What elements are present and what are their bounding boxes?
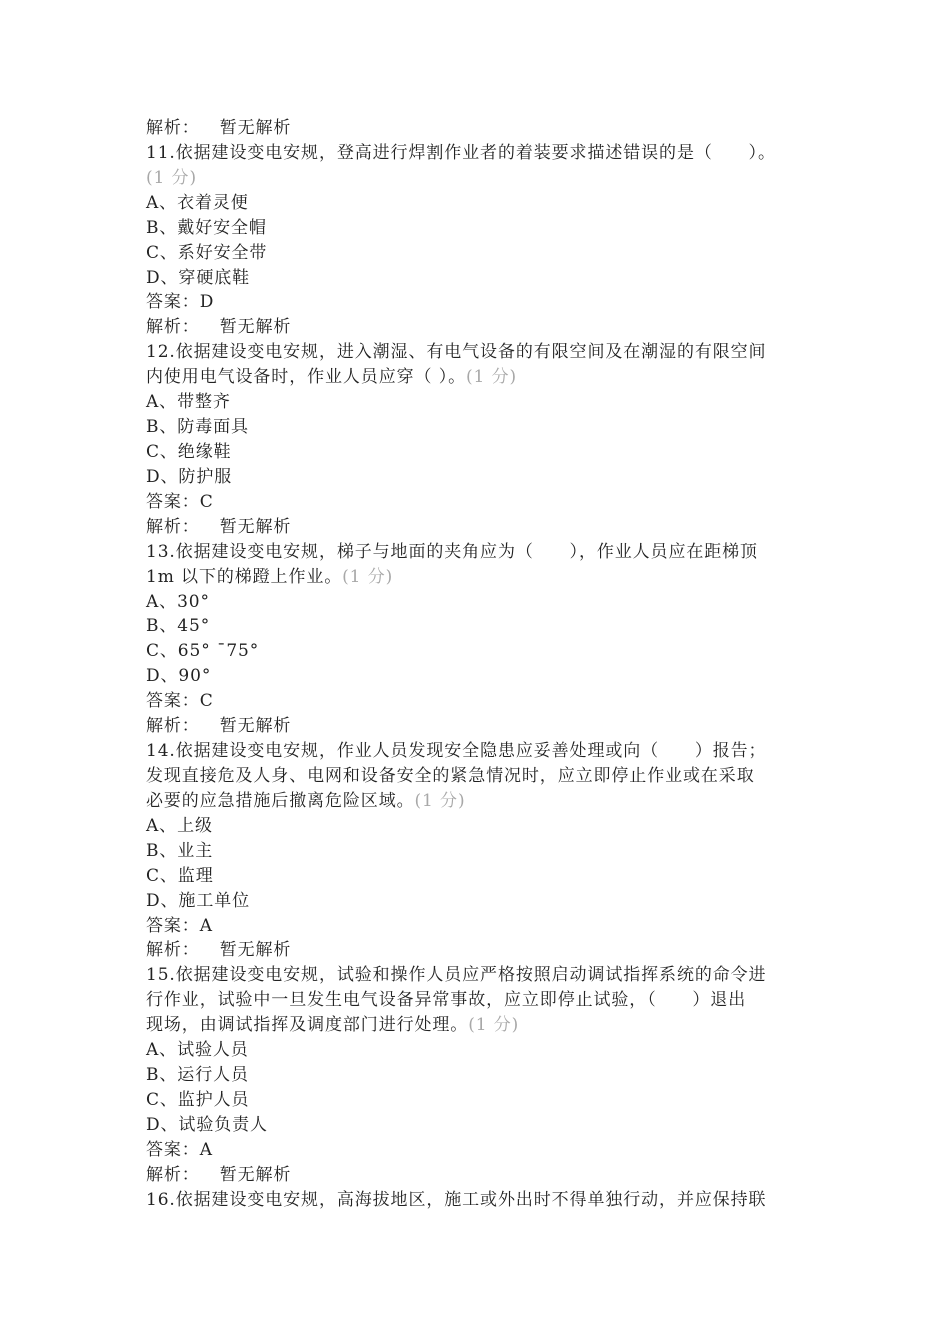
answer-label: 答案： [146,491,200,512]
answer-label: 答案： [146,1139,200,1160]
question-text: 依据建设变电安规，试验和操作人员应严格按照启动调试指挥系统的命令进 [175,965,767,986]
analysis-text: 暂无解析 [219,940,292,961]
question-stem-line [146,739,814,764]
analysis-label: 解析： [146,940,200,961]
answer-label: 答案： [146,691,200,712]
question-text: 依据建设变电安规，梯子与地面的夹角应为（ ），作业人员应在距梯顶 [175,541,758,562]
option-a: A、试验人员 [146,1040,249,1061]
question-score-line [146,166,814,191]
answer-value: A [199,1139,213,1160]
question-13 [146,540,814,739]
question-stem-line [146,540,814,565]
question-number: 13. [146,541,176,562]
question-11 [146,141,814,340]
analysis-text: 暂无解析 [219,516,292,537]
answer-value: D [199,292,215,313]
question-text: 必要的应急措施后撤离危险区域。 [146,790,415,811]
question-number: 11. [146,142,176,163]
option-b: B、45° [146,616,211,637]
option-b: B、运行人员 [146,1065,249,1086]
option-d: D、穿硬底鞋 [146,267,251,288]
analysis-text: 暂无解析 [219,118,292,138]
question-stem-line [146,1013,814,1038]
analysis-text: 暂无解析 [219,716,292,737]
question-score: (1 分) [414,790,466,811]
analysis-text: 暂无解析 [219,1164,292,1185]
answer-label: 答案： [146,292,200,313]
question-score: (1 分) [146,167,197,188]
option-d: D、试验负责人 [146,1114,268,1135]
question-text: 依据建设变电安规，登高进行焊割作业者的着装要求描述错误的是（ ）。 [175,142,776,163]
question-stem-line [146,340,814,365]
question-text: 内使用电气设备时，作业人员应穿（ ）。 [146,367,467,388]
question-score: (1 分) [466,367,517,388]
option-c: C、系好安全带 [146,242,268,263]
analysis-label: 解析： [146,716,200,737]
question-text: 现场，由调试指挥及调度部门进行处理。 [146,1015,469,1036]
question-stem-line: 行作业，试验中一旦发生电气设备异常事故，应立即停止试验，（ ）退出 [146,990,747,1011]
analysis-text: 暂无解析 [219,317,292,338]
analysis-line [146,116,814,141]
question-14 [146,739,814,963]
option-c: C、65° ¯75° [146,641,260,662]
question-text: 依据建设变电安规，作业人员发现安全隐患应妥善处理或向（ ）报告； [175,741,767,762]
option-d: D、90° [146,666,212,687]
answer-line [146,914,814,939]
analysis-label: 解析： [146,1164,200,1185]
question-stem-line: 发现直接危及人身、电网和设备安全的紧急情况时，应立即停止作业或在采取 [146,765,755,786]
analysis-line [146,938,814,963]
option-b: B、戴好安全帽 [146,217,267,238]
option-b: B、业主 [146,840,214,861]
option-d: D、防护服 [146,466,233,487]
question-15 [146,963,814,1187]
question-16 [146,1188,814,1213]
question-number: 15. [146,965,176,986]
question-text: 依据建设变电安规，进入潮湿、有电气设备的有限空间及在潮湿的有限空间 [175,342,767,363]
option-d: D、施工单位 [146,890,251,911]
question-stem-line [146,789,814,814]
answer-line [146,689,814,714]
question-score: (1 分) [468,1015,520,1036]
option-c: C、监理 [146,865,214,886]
question-stem-line [146,565,814,590]
question-text: 依据建设变电安规，高海拔地区，施工或外出时不得单独行动，并应保持联 [175,1189,767,1210]
option-c: C、监护人员 [146,1089,250,1110]
option-c: C、绝缘鞋 [146,441,232,462]
question-stem-line [146,963,814,988]
question-number: 16. [146,1189,176,1210]
question-stem-line [146,1188,814,1213]
option-a: A、带整齐 [146,392,231,413]
answer-value: A [199,915,213,936]
answer-line [146,1138,814,1163]
answer-value: C [199,691,214,712]
answer-label: 答案： [146,915,200,936]
question-text: 1m 以下的梯蹬上作业。 [146,566,343,587]
question-number: 12. [146,342,176,363]
question-score: (1 分) [342,566,394,587]
analysis-line [146,1163,814,1188]
document-page [146,116,814,1213]
option-a: A、上级 [146,815,213,836]
analysis-line [146,714,814,739]
question-stem-line [146,365,814,390]
question-12 [146,340,814,539]
option-a: A、衣着灵便 [146,192,249,213]
analysis-label: 解析： [146,317,200,338]
analysis-line [146,515,814,540]
option-a: A、30° [146,591,210,612]
answer-line [146,490,814,515]
analysis-label: 解析： [146,118,200,138]
analysis-line [146,315,814,340]
answer-line [146,290,814,315]
question-stem-line [146,141,814,166]
option-b: B、防毒面具 [146,417,249,438]
answer-value: C [199,491,214,512]
question-number: 14. [146,741,176,762]
analysis-label: 解析： [146,516,200,537]
